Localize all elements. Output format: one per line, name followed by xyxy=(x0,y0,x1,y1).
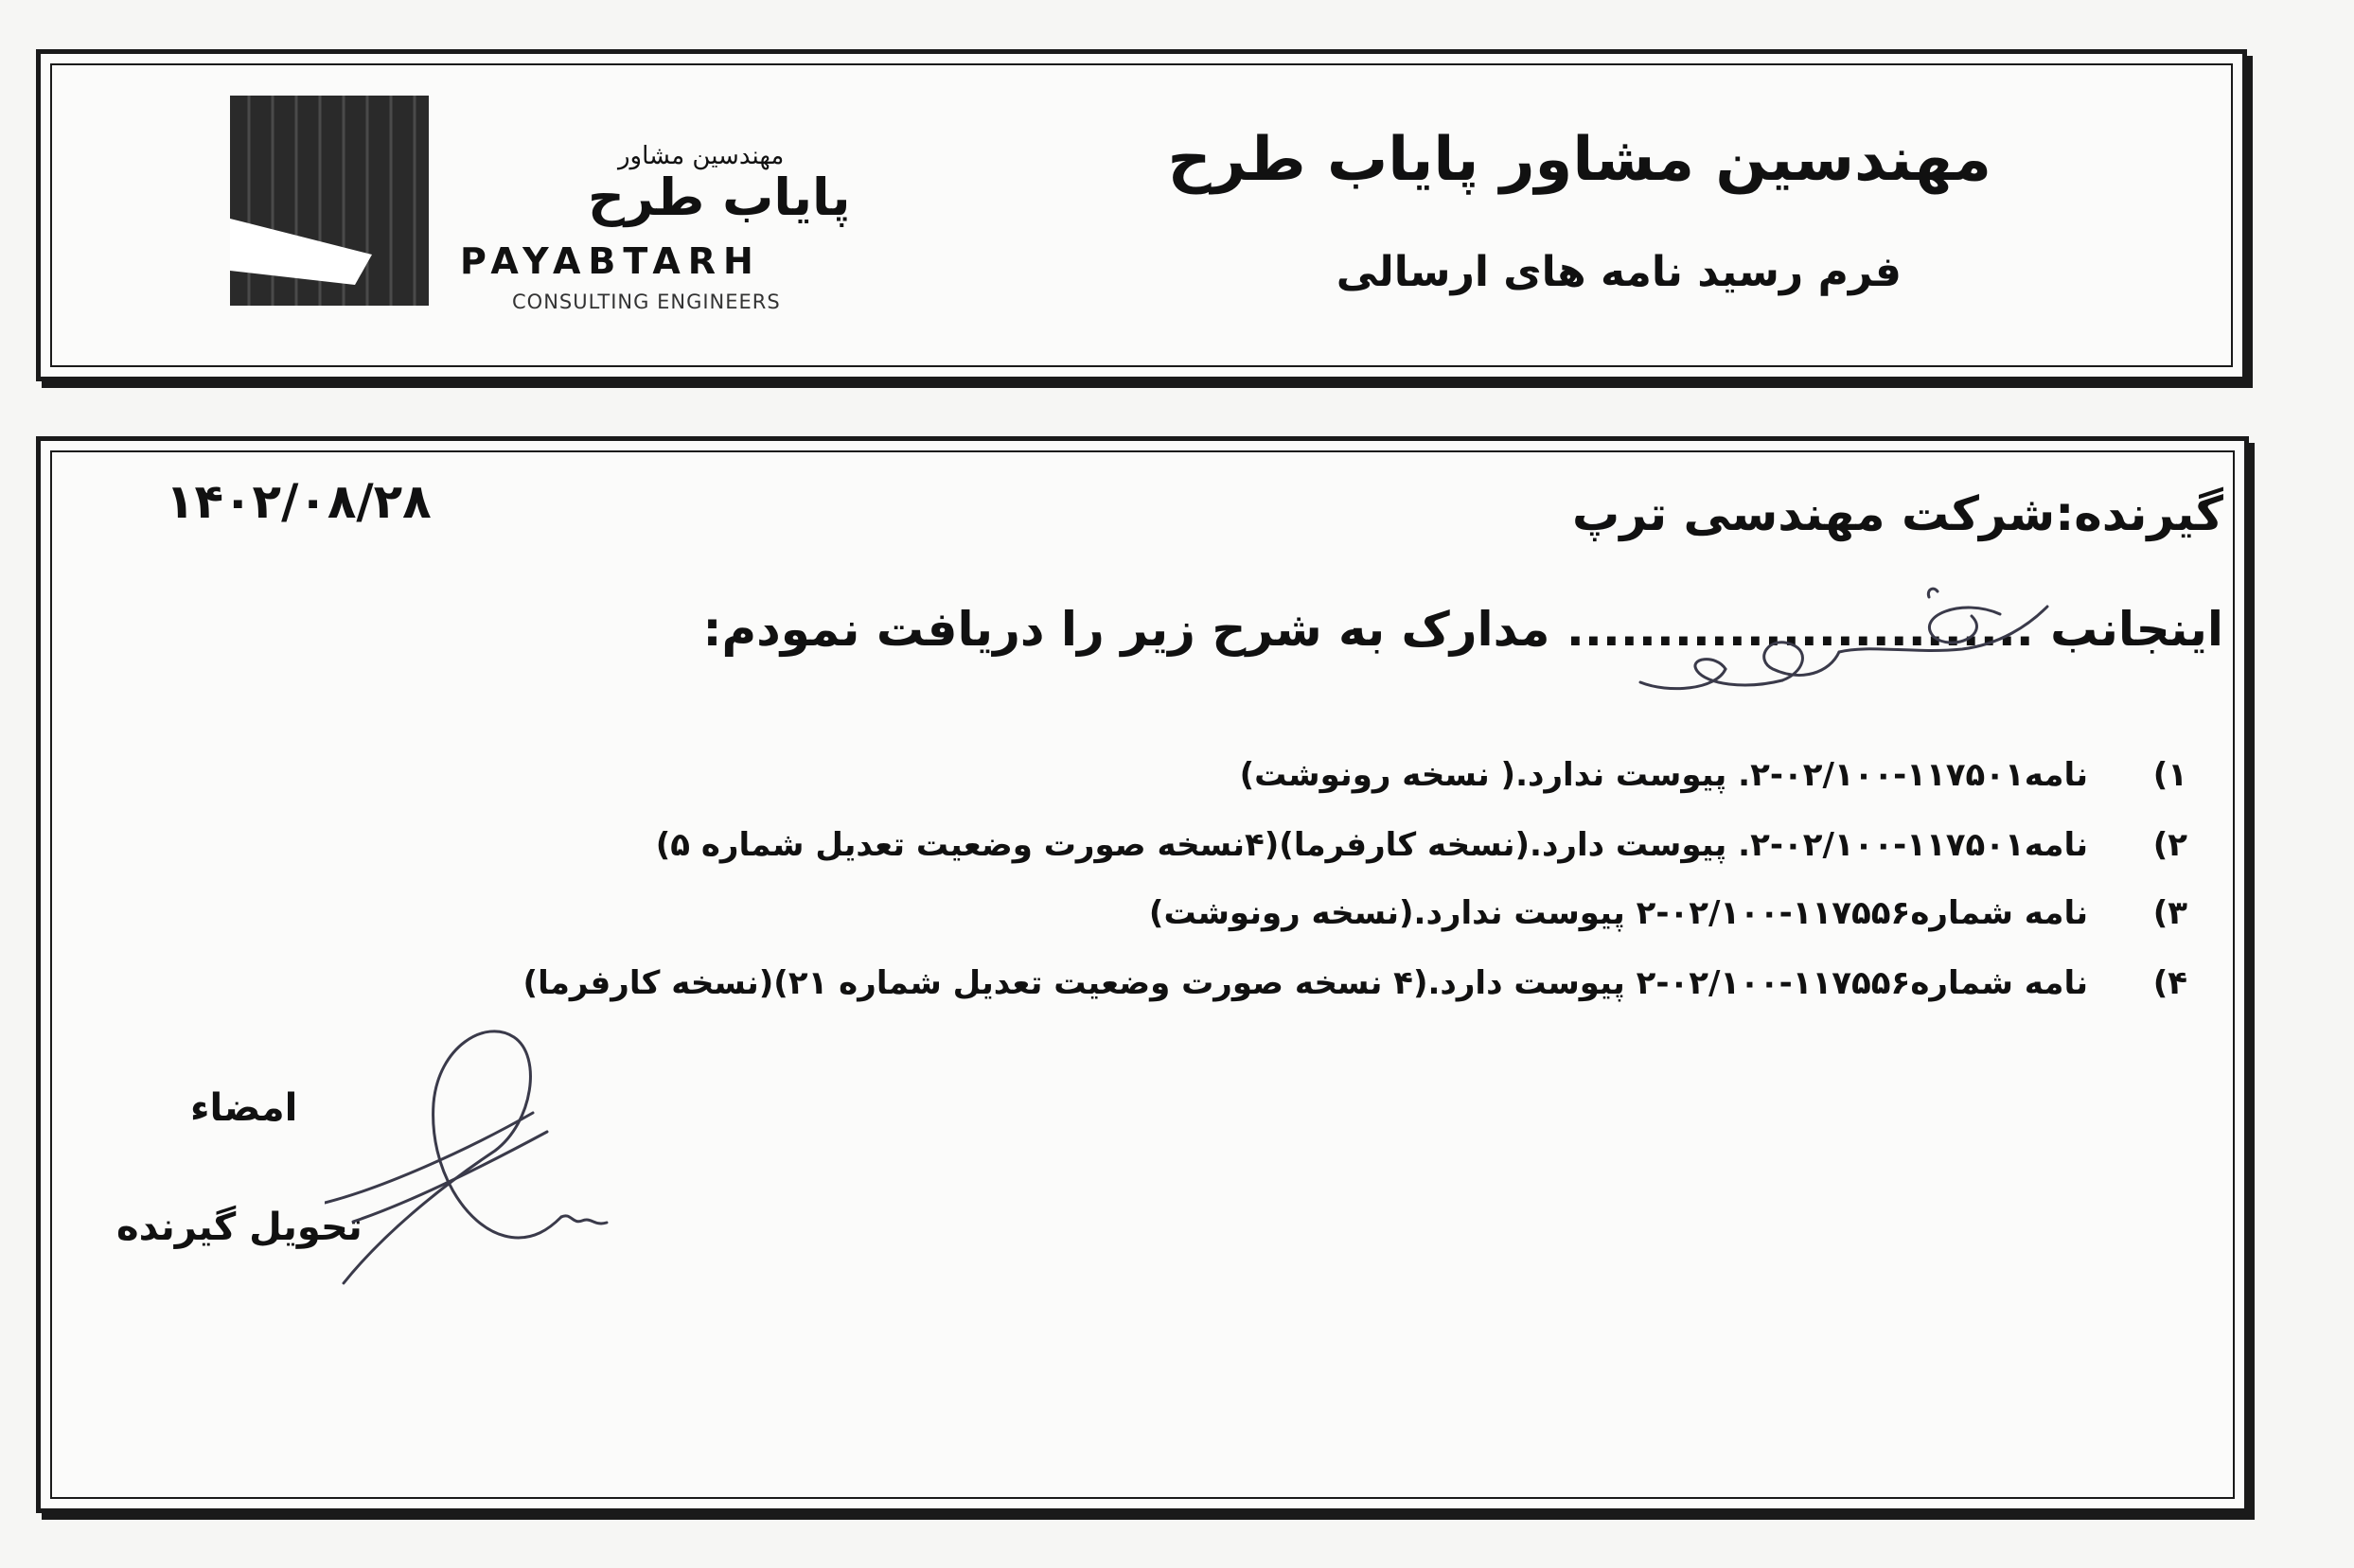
logo-english-subtitle: CONSULTING ENGINEERS xyxy=(512,291,781,313)
payabtarh-logo-icon xyxy=(230,96,429,306)
handwritten-name-signature xyxy=(1555,578,2085,701)
item-number: (۳ xyxy=(2152,894,2187,932)
form-title: فرم رسید نامه های ارسالی xyxy=(1336,248,1902,296)
receipt-body-box xyxy=(36,436,2249,1513)
logo-persian-subtitle: مهندسین مشاور xyxy=(618,142,785,170)
logo-persian-name: پایاب طرح xyxy=(588,167,851,227)
receiver-signature xyxy=(325,999,665,1312)
item-number: (۲ xyxy=(2152,826,2187,864)
signature-label: امضاء xyxy=(190,1086,298,1130)
declaration-line: اینجانب .......................... مدارک به شرح زیر را دریافت نمودم: xyxy=(702,602,2223,657)
receiver-label: تحویل گیرنده xyxy=(116,1206,363,1249)
logo-english-name: PAYABTARH xyxy=(460,240,761,282)
document-item: نامه۱۱۷۵۰۱-۰۲/۱۰۰-۲. پیوست دارد.(نسخه کارفرما)(۴نسخه صورت وضعیت تعدیل شماره ۵) xyxy=(655,826,2088,864)
document-item: نامه شماره۱۱۷۵۵۶-۰۲/۱۰۰-۲ پیوست ندارد.(نسخه رونوشت) xyxy=(1148,894,2088,932)
date: ۱۴۰۲/۰۸/۲۸ xyxy=(166,474,432,529)
item-number: (۴ xyxy=(2152,964,2187,1002)
document-item: نامه شماره۱۱۷۵۵۶-۰۲/۱۰۰-۲ پیوست دارد.(۴ نسخه صورت وضعیت تعدیل شماره ۲۱)(نسخه کارفرما) xyxy=(522,964,2088,1002)
recipient-line: گیرنده:شرکت مهندسی ترپ xyxy=(1572,486,2223,541)
item-number: (۱ xyxy=(2152,756,2187,794)
company-title: مهندسین مشاور پایاب طرح xyxy=(1167,125,1991,195)
document-item: نامه۱۱۷۵۰۱-۰۲/۱۰۰-۲. پیوست ندارد.( نسخه رونوشت) xyxy=(1239,756,2088,794)
header-box xyxy=(36,49,2247,381)
